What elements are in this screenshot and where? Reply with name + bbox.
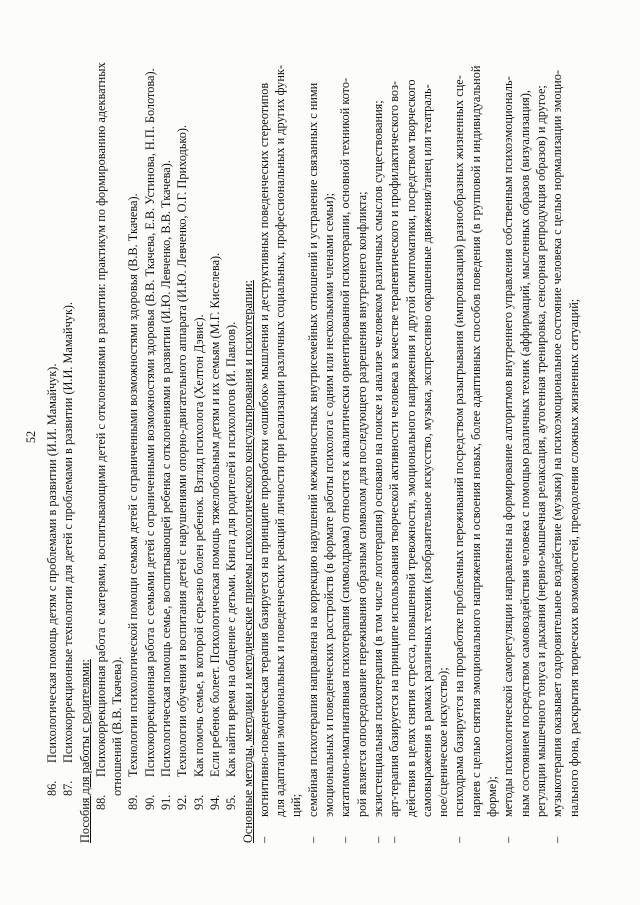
method-line-continuation	[288, 31, 304, 843]
reference-item	[142, 31, 158, 843]
parents-heading: Пособия для работы с родителями:	[77, 659, 92, 843]
dash-bullet: –	[550, 836, 565, 843]
reference-list-b	[125, 31, 239, 843]
method-line-continuation	[354, 31, 370, 843]
item-text: Технологии обучения и воспитания детей с нарушениями опорно-двигательного аппарата (И.Ю. Левченко, О.Г. Приходько).	[175, 124, 190, 777]
reference-item	[191, 31, 207, 843]
method-text: ций;	[289, 793, 304, 817]
dash-bullet: –	[452, 836, 467, 843]
method-line	[370, 31, 386, 843]
method-line	[549, 31, 565, 843]
method-entry	[370, 31, 386, 843]
reference-item	[93, 31, 109, 843]
method-text: нального фона, раскрытия творческих возможностей, преодоления сложных жизненных ситуаций;	[566, 298, 581, 817]
item-text: Психологическая помощь детям с проблемами в развитии (И.И. Мамайчук).	[45, 363, 59, 763]
reference-list-a	[44, 31, 77, 843]
method-line-continuation	[321, 31, 337, 843]
method-text: кататимно-имагинативная психотерапия (символдрама) относится к аналитически ориентированной психотерапии, основной техникой кото-	[338, 77, 353, 817]
item-number: 91.	[159, 794, 174, 810]
method-line-continuation	[484, 31, 500, 843]
page-number: 52	[24, 430, 38, 444]
item-text: Как найти время на общение с детьми. Книга для родителей и психологов (И. Павлов).	[224, 321, 239, 777]
item-text: Если ребенок болеет. Психологическая помощь тяжелобольным детям и их семьям (М.Г. Киселева).	[207, 252, 222, 777]
method-text: экзистенциальная психотерапия (в том числе логотерапия) основано на поиске и анализе человеком различных смыслов существования;	[370, 100, 385, 817]
item-text: Технологии психологической помощи семьям детей с ограниченными возможностями здоровья (В.В. Ткачева).	[126, 193, 141, 777]
method-text: музыкотерапия оказывает оздоровительное воздействие (музыки) на психоэмоциональное состояние человека с целью нормализации эмоцио-	[550, 70, 565, 817]
dash-bullet: –	[256, 836, 271, 843]
method-text: когнитивно-поведенческая терапия базируется на принципе проработки «ошибок» мышления и деструктивных поведенческих стереотипов	[256, 82, 271, 817]
method-text: рой является опосредование переживания образным символом для последующего разрешения внутреннего конфликта;	[354, 191, 369, 817]
item-number: 92.	[175, 794, 190, 810]
item-number: 94.	[207, 794, 222, 810]
method-line-continuation	[272, 31, 288, 843]
item-number: 93.	[191, 794, 206, 810]
method-text: самовыражения в рамках различных техник (изобразительное искусство, музыка, экспрессивно окрашенные движения/танец или театраль-	[419, 84, 434, 817]
method-line-continuation	[403, 31, 419, 843]
method-entry	[337, 31, 370, 843]
method-entry	[549, 31, 582, 843]
method-line	[256, 31, 272, 843]
methods-list	[256, 31, 582, 843]
item-text: Как помочь семье, в которой серьезно болен ребенок. Взгляд психолога (Хелтон Дэвис).	[191, 314, 206, 777]
method-text: действия в целях снятия стресса, повышенной тревожности, эмоционального напряжения и другой симптоматики, посредством творческого	[403, 79, 418, 817]
method-text: форме);	[485, 776, 500, 817]
reference-item	[44, 31, 60, 843]
method-line	[386, 31, 402, 843]
item-number: 95.	[224, 794, 239, 810]
document-body	[22, 31, 582, 843]
reference-item-continuation: отношений (В.В. Ткачева).	[110, 656, 125, 796]
item-number: 86.	[45, 780, 59, 796]
method-line-continuation	[468, 31, 484, 843]
method-text: ным состоянием посредством самовоздействия человека с помощью различных техник (аффирмаций, мысленных образов (визуализация),	[517, 89, 532, 817]
dash-bullet: –	[370, 836, 385, 843]
method-line	[337, 31, 353, 843]
method-text: для адаптации эмоциональных и поведенческих реакций личности при реализации различных социальных, профессиональных и других функ-	[273, 65, 288, 817]
method-text: эмоциональных и поведенческих расстройств (в формате работы психолога с одним или несколькими членами семьи);	[322, 192, 337, 817]
method-line	[451, 31, 467, 843]
item-number: 87.	[61, 780, 76, 796]
dash-bullet: –	[305, 836, 320, 843]
item-text: Психологическая помощь семье, воспитывающей ребенка с отклонениями в развитии (И.Ю. Левченко, В.В. Ткачева).	[159, 160, 174, 777]
method-text: арт-терапия базируется на принципе использования творческой активности человека в качестве терапевтического и профилактического воз-	[387, 80, 402, 817]
item-number: 90.	[142, 794, 157, 810]
dash-bullet: –	[338, 836, 353, 843]
method-text: нариев с целью снятия эмоционального напряжения и освоения новых, более адаптивных способов поведения (в групповой и индивидуальной	[468, 65, 483, 817]
method-text: регуляции мышечного тонуса и дыхания (нервно-мышечная релаксация, аутогенная тренировка, сенсорная репродукция образов) и другое;	[533, 85, 548, 817]
method-text: ное/сценическое искусство);	[436, 667, 451, 817]
reference-item	[60, 31, 76, 843]
method-line-continuation	[533, 31, 549, 843]
item-text: Психокоррекционная работа с семьями детей с ограниченными возможностями здоровья (В.В. Ткачева, Е.В. Устинова, Н.П. Болотова).	[142, 68, 157, 777]
method-line-continuation	[419, 31, 435, 843]
methods-heading: Основные методы, методики и методические приемы психологического консультирования и психотерапии:	[240, 280, 255, 843]
item-number: 88.	[93, 794, 108, 810]
method-text: семейная психотерапия направлена на коррекцию нарушений межличностных внутрисемейных отношений и устранение связанных с ними	[305, 82, 320, 817]
reference-item	[174, 31, 190, 843]
reference-item	[125, 31, 141, 843]
item-text: Психокоррекционные технологии для детей с проблемами в развитии (И.И. Мамайчук).	[61, 301, 76, 763]
reference-item	[207, 31, 223, 843]
method-text: психодрама базируется на проработке проблемных переживаний посредством разыгрывания (импровизация) разнообразных жизненных сце-	[452, 75, 467, 817]
method-line-continuation	[517, 31, 533, 843]
reference-item	[223, 31, 239, 843]
method-line-continuation	[566, 31, 582, 843]
method-line-continuation	[435, 31, 451, 843]
method-entry	[451, 31, 500, 843]
method-entry	[256, 31, 305, 843]
method-line	[305, 31, 321, 843]
reference-item	[158, 31, 174, 843]
dash-bullet: –	[501, 836, 516, 843]
method-text: методы психологической саморегуляции направлены на формирование алгоритмов внутреннего управления собственным психоэмоциональ-	[501, 76, 516, 817]
method-entry	[500, 31, 549, 843]
method-entry	[305, 31, 338, 843]
item-text: Психокоррекционная работа с матерями, воспитывающими детей с отклонениями в развитии: практикум по формированию адекватных	[93, 62, 108, 777]
item-number: 89.	[126, 794, 141, 810]
method-entry	[386, 31, 451, 843]
method-line	[500, 31, 516, 843]
dash-bullet: –	[387, 836, 402, 843]
